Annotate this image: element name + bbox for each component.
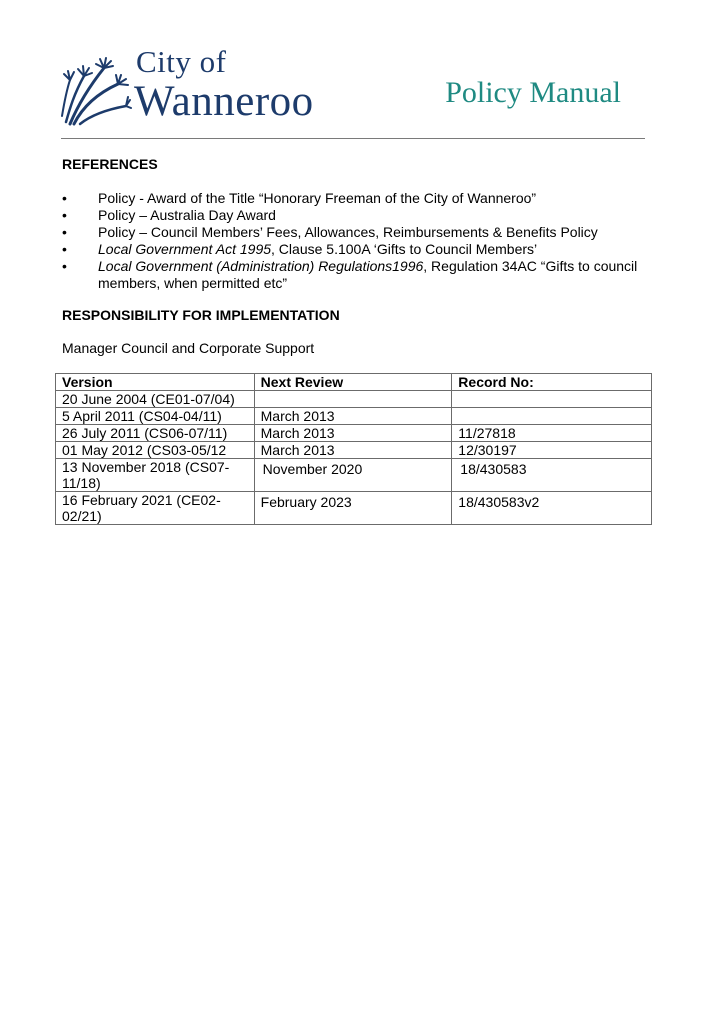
record-no-cell: 18/430583 xyxy=(452,459,652,492)
next-review-cell: March 2013 xyxy=(254,408,452,425)
reference-text: Policy – Australia Day Award xyxy=(98,207,276,223)
header-divider xyxy=(61,138,645,139)
version-cell: 5 April 2011 (CS04-04/11) xyxy=(56,408,255,425)
record-no-cell xyxy=(452,391,652,408)
table-row xyxy=(56,492,652,525)
list-item xyxy=(62,207,652,224)
version-cell: 26 July 2011 (CS06-07/11) xyxy=(56,425,255,442)
logo-wanneroo: Wanneroo xyxy=(134,78,314,125)
reference-text: Policy – Council Members’ Fees, Allowances, Reimbursements & Benefits Policy xyxy=(98,224,598,240)
next-review-cell: February 2023 xyxy=(254,492,452,525)
kangaroo-paw-icon xyxy=(60,50,132,126)
table-row xyxy=(56,408,652,425)
references-list xyxy=(62,190,652,292)
reference-italic: Local Government (Administration) Regulations1996 xyxy=(98,258,424,274)
next-review-cell: March 2013 xyxy=(254,442,452,459)
bullet-icon: • xyxy=(62,224,67,240)
reference-text: , Regulation 34AC “Gifts to council members, when permitted etc” xyxy=(98,258,638,291)
version-cell: 13 November 2018 (CS07-11/18) xyxy=(56,459,255,492)
column-header-record-no: Record No: xyxy=(452,374,652,391)
column-header-version: Version xyxy=(56,374,255,391)
city-of-wanneroo-logo xyxy=(60,44,330,126)
reference-italic: Local Government Act 1995 xyxy=(98,241,272,257)
document-title: Policy Manual xyxy=(445,76,621,109)
record-no-cell: 11/27818 xyxy=(452,425,652,442)
list-item xyxy=(62,224,652,241)
record-no-cell: 18/430583v2 xyxy=(452,492,652,525)
list-item xyxy=(62,241,652,258)
version-table xyxy=(55,373,652,525)
version-cell: 20 June 2004 (CE01-07/04) xyxy=(56,391,255,408)
bullet-icon: • xyxy=(62,207,67,223)
version-cell: 01 May 2012 (CS03-05/12 xyxy=(56,442,255,459)
record-no-cell xyxy=(452,408,652,425)
reference-text: , Clause 5.100A ‘Gifts to Council Members’ xyxy=(271,241,538,257)
column-header-next-review: Next Review xyxy=(254,374,452,391)
list-item xyxy=(62,190,652,207)
table-row xyxy=(56,391,652,408)
bullet-icon: • xyxy=(62,258,67,274)
bullet-icon: • xyxy=(62,241,67,257)
responsibility-heading: RESPONSIBILITY FOR IMPLEMENTATION xyxy=(62,307,340,323)
responsibility-text: Manager Council and Corporate Support xyxy=(62,340,315,356)
list-item xyxy=(62,258,652,292)
table-row xyxy=(56,459,652,492)
table-header-row xyxy=(56,374,652,391)
next-review-cell xyxy=(254,391,452,408)
table-row xyxy=(56,442,652,459)
references-heading: REFERENCES xyxy=(62,156,158,172)
next-review-cell: November 2020 xyxy=(254,459,452,492)
reference-text: Policy - Award of the Title “Honorary Freeman of the City of Wanneroo” xyxy=(98,190,537,206)
version-cell: 16 February 2021 (CE02-02/21) xyxy=(56,492,255,525)
next-review-cell: March 2013 xyxy=(254,425,452,442)
record-no-cell: 12/30197 xyxy=(452,442,652,459)
bullet-icon: • xyxy=(62,190,67,206)
logo-city-of: City of xyxy=(136,44,227,79)
table-row xyxy=(56,425,652,442)
